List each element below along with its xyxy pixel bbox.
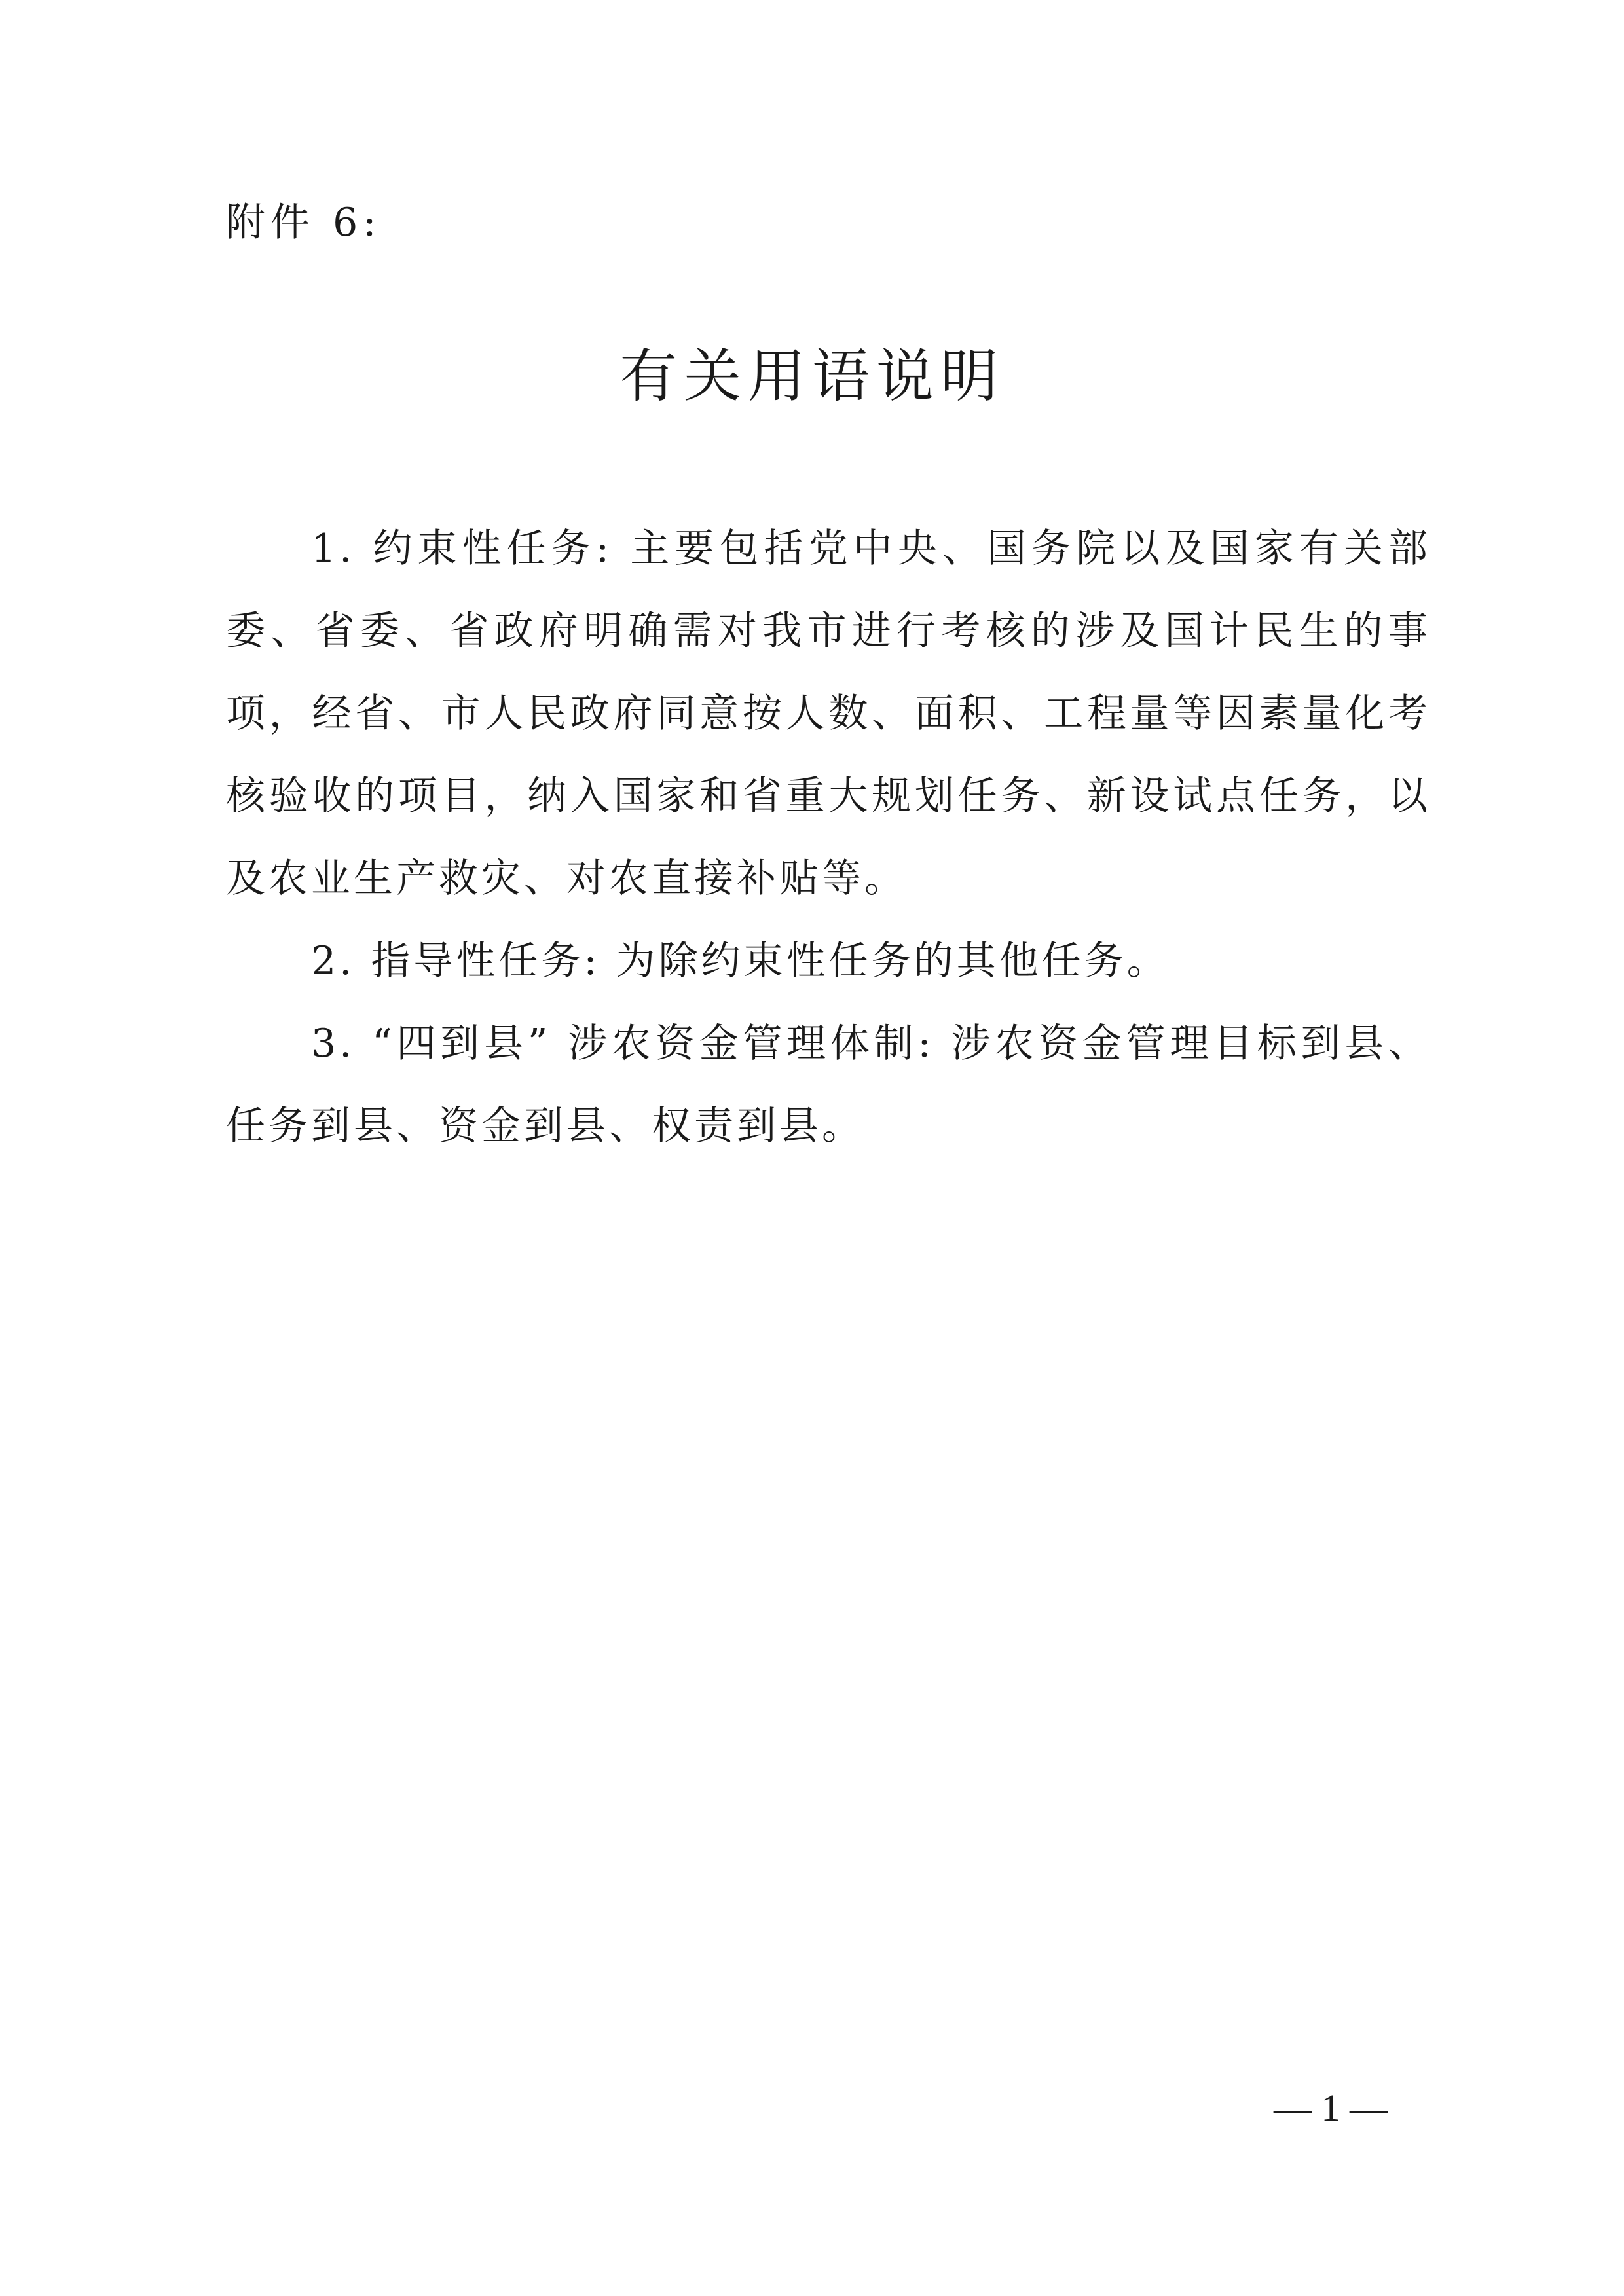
- document-title: 有关用语说明: [619, 342, 1005, 410]
- paragraph-four-to-county: 3. “四到县” 涉农资金管理体制: 涉农资金管理目标到县、任务到县、资金到县、权责到县。: [226, 1021, 1431, 1149]
- page-number: — 1 —: [1274, 2086, 1388, 2129]
- paragraph-guidance-tasks: 2. 指导性任务: 为除约束性任务的其他任务。: [311, 938, 1170, 984]
- attachment-label: 附件 6:: [226, 200, 382, 246]
- paragraph-binding-tasks: 1. 约束性任务: 主要包括党中央、国务院以及国家有关部委、省委、省政府明确需对我市进行考核的涉及国计民生的事项，经省、市人民政府同意按人数、面积、工程量等因素量化考核验收的项目，纳入国家和省重大规划任务、新设试点任务，以及农业生产救灾、对农直接补贴等。: [226, 526, 1431, 902]
- body-text: [226, 507, 1431, 1167]
